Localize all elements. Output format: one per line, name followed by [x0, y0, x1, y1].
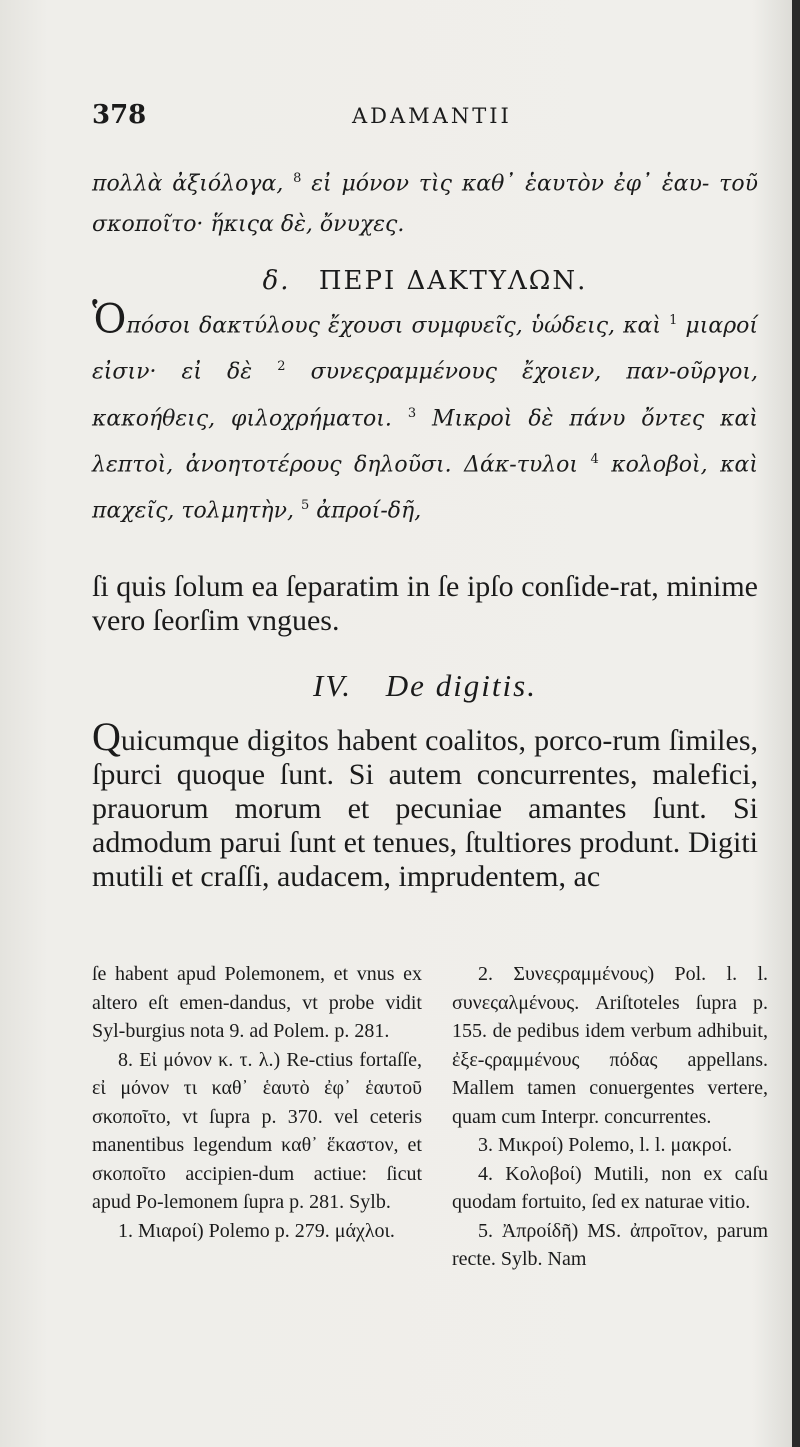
greek-text-a: πόσοι δακτύλους ἔχουσι συμφυεῖς, ὑώδεις, καὶ	[126, 313, 662, 339]
greek-intro	[92, 158, 758, 245]
note-right-0: 2. Συνεςραμμένους) Pol. l. l. συνεςαλμένους. Ariſtoteles ſupra p. 155. de pedibus idem verbum adhibuit, ἐξε-ςραμμένους πόδας appellans. Mallem tamen conuergentes vertere, quam cum Interpr. concurrentes.	[452, 963, 768, 1128]
greek-text-c: συνεςραμμένους ἔχοιεν, παν-οῦργοι, κακοήθεις, φιλοχρήματοι.	[92, 359, 758, 431]
greek-text-f: ἀπροί-δῆ,	[316, 498, 422, 524]
greek-section-heading	[92, 266, 758, 296]
latin-initial: Q	[92, 714, 121, 759]
greek-section-number: δ.	[262, 266, 291, 296]
footnote-marker-8: 8	[293, 171, 302, 186]
footnote-marker-2: 2	[277, 359, 286, 375]
note-left-0: ſe habent apud Polemonem, et vnus ex altero eſt emen-dandus, vt probe vidit Syl-burgius nota 9. ad Polem. p. 281.	[92, 963, 422, 1042]
greek-intro-line1: πολλὰ ἀξιόλογα,	[92, 171, 284, 197]
page-header	[92, 100, 752, 136]
note-right-3: 5. Ἀπροίδῆ) MS. ἀπροῖτον, parum recte. Sylb. Nam	[452, 1219, 768, 1270]
greek-paragraph	[92, 296, 759, 532]
note-left-1: 8. Εἰ μόνον κ. τ. λ.) Re-ctius fortaſſe, εἰ μόνον τι καθ᾽ ἑαυτὸ ἐφ᾽ ἑαυτοῦ σκοποῖτο, vt ſupra p. 370. vel ceteris manentibus legendum καθ᾽ ἕκαστον, et σκοποῖτο accipien-dum actiue: ſicut apud Po-lemonem ſupra p. 281. Sylb.	[92, 1048, 422, 1213]
greek-intro-line2: τοῦ σκοποῖτο· ἥκιςα δὲ, ὄνυχες.	[92, 171, 758, 238]
footnote-marker-4: 4	[590, 451, 599, 467]
note-left-2: 1. Μιαροί) Polemo p. 279. μάχλοι.	[118, 1219, 395, 1242]
footnotes-left-column	[92, 960, 422, 1245]
greek-text-e: κολοβοὶ, καὶ παχεῖς, τολμητὴν,	[92, 452, 758, 524]
latin-section-heading	[92, 668, 758, 704]
page-number: 378	[92, 100, 147, 130]
note-right-1: 3. Μικροί) Polemo, l. l. μακροί.	[478, 1134, 733, 1156]
footnote-marker-1: 1	[669, 313, 678, 328]
footnotes-right-column	[452, 960, 768, 1274]
latin-section-number: IV.	[313, 668, 353, 703]
latin-section-title: De digitis.	[385, 668, 537, 703]
greek-intro-line1b: εἰ μόνον τὶς καθ᾽ ἑαυτὸν ἐφ᾽ ἑαυ-	[311, 171, 710, 197]
running-head: ADAMANTII	[352, 104, 512, 128]
latin-paragraph	[92, 714, 758, 894]
greek-section-title: ΠΕΡΙ ΔΑΚΤΥΛΩΝ.	[318, 266, 588, 296]
latin-text: uicumque digitos habent coalitos, porco-rum ſimiles, ſpurci quoque ſunt. Si autem concurrentes, malefici, prauorum morum et pecuniae amantes ſunt. Si admodum parui ſunt et tenues, ſtultiores produnt. Digiti mutili et craſſi, audacem, imprudentem, ac	[92, 724, 758, 893]
greek-text-b: μιαροί εἰσιν· εἰ δὲ	[92, 313, 759, 385]
latin-intro: ſi quis ſolum ea ſeparatim in ſe ipſo conſide-rat, minime vero ſeorſim vngues.	[92, 570, 758, 637]
footnote-marker-3: 3	[407, 405, 417, 421]
note-right-2: 4. Κολοβοί) Mutili, non ex caſu quodam fortuito, ſed ex naturae vitio.	[452, 1162, 768, 1213]
footnote-marker-5: 5	[300, 498, 310, 514]
greek-text-d: Μικροὶ δὲ πάνυ ὄντες καὶ λεπτοὶ, ἀνοητοτέρους δηλοῦσι. Δάκ-τυλοι	[92, 405, 759, 478]
greek-initial: Ὁ	[92, 296, 127, 343]
